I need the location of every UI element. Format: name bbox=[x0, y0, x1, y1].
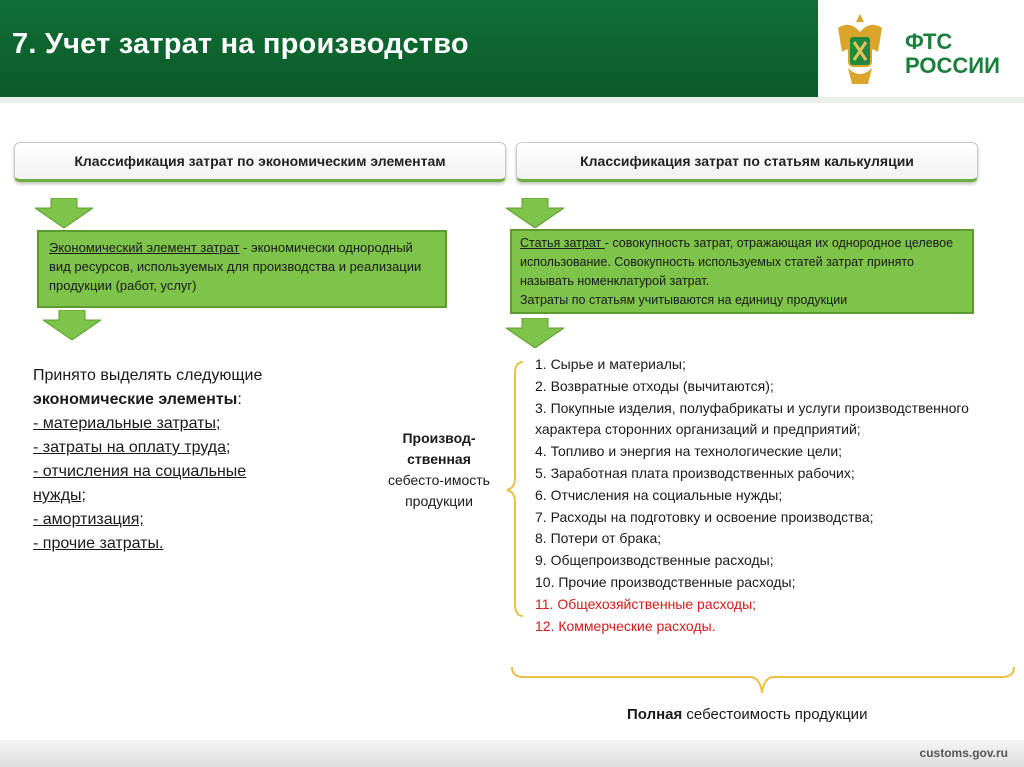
left-brace-icon bbox=[505, 360, 525, 618]
list-item: 8. Потери от брака; bbox=[535, 530, 662, 547]
full-cost-bold: Полная bbox=[627, 706, 683, 723]
list-item: 11. Общехозяйственные расходы; bbox=[535, 595, 757, 612]
arrow-down-icon bbox=[506, 318, 564, 348]
economic-elements-label: Классификация затрат по экономическим элементам bbox=[74, 153, 446, 169]
full-cost-label bbox=[627, 706, 867, 723]
cost-item-definition bbox=[510, 229, 974, 314]
logo-line-2: РОССИИ bbox=[905, 53, 1000, 78]
arrow-down-icon bbox=[35, 198, 93, 228]
costing-items-label: Классификация затрат по статьям калькуляции bbox=[580, 153, 914, 169]
cost-items-list bbox=[535, 354, 1005, 637]
list-item: - прочие затраты. bbox=[33, 535, 164, 552]
list-item: 3. Покупные изделия, полуфабрикаты и услуги производственного характера сторонних организаций и предприятий; bbox=[535, 399, 969, 438]
intro-bold: экономические элементы bbox=[33, 391, 238, 408]
definition-extra: Затраты по статьям учитываются на единицу продукции bbox=[520, 293, 848, 307]
list-item: 2. Возвратные отходы (вычитаются); bbox=[535, 377, 774, 394]
list-item: 10. Прочие производственные расходы; bbox=[535, 573, 796, 590]
eagle-emblem-icon bbox=[832, 10, 888, 88]
divider-strip bbox=[0, 97, 1024, 103]
list-item: - отчисления на социальные нужды; bbox=[33, 463, 247, 504]
production-cost-text: себесто-имость продукции bbox=[388, 472, 490, 509]
list-item: - амортизация; bbox=[33, 511, 144, 528]
production-cost-bold: Производ-ственная bbox=[402, 430, 476, 467]
arrow-down-icon bbox=[43, 310, 101, 340]
list-item: 5. Заработная плата производственных рабочих; bbox=[535, 464, 855, 481]
list-item: 12. Коммерческие расходы. bbox=[535, 617, 716, 634]
footer-bar bbox=[0, 740, 1024, 767]
arrow-down-icon bbox=[506, 198, 564, 228]
definition-term: Экономический элемент затрат bbox=[49, 240, 240, 255]
list-item: - материальные затраты; bbox=[33, 415, 221, 432]
definition-text: - совокупность затрат, отражающая их однородное целевое использование. Совокупность используемых статей затрат принято называть номенклатурой затрат. bbox=[520, 236, 954, 288]
economic-element-definition bbox=[37, 230, 447, 308]
list-item: 9. Общепроизводственные расходы; bbox=[535, 552, 774, 569]
footer-url[interactable]: customs.gov.ru bbox=[919, 746, 1008, 760]
list-item: 6. Отчисления на социальные нужды; bbox=[535, 486, 783, 503]
logo-area bbox=[818, 0, 1024, 97]
list-item: 1. Сырье и материалы; bbox=[535, 356, 686, 372]
bottom-brace-icon bbox=[510, 665, 1016, 697]
economic-elements-button[interactable] bbox=[14, 142, 506, 182]
intro-colon: : bbox=[237, 391, 242, 408]
logo-text bbox=[905, 30, 1000, 78]
costing-items-button[interactable] bbox=[516, 142, 978, 182]
intro-text: Принято выделять следующие bbox=[33, 367, 263, 384]
list-item: 4. Топливо и энергия на технологические цели; bbox=[535, 443, 843, 460]
list-item: - затраты на оплату труда; bbox=[33, 439, 231, 456]
full-cost-text: себестоимость продукции bbox=[682, 706, 868, 723]
page-title: 7. Учет затрат на производство bbox=[12, 28, 469, 60]
definition-term: Статья затрат bbox=[520, 236, 605, 250]
header-bar bbox=[0, 0, 818, 97]
list-item: 7. Расходы на подготовку и освоение производства; bbox=[535, 508, 874, 525]
economic-elements-list bbox=[33, 364, 303, 556]
production-cost-label bbox=[384, 428, 494, 512]
definition-text: - экономически однородный вид ресурсов, используемых для производства и реализации продукции (работ, услуг) bbox=[49, 240, 422, 293]
logo-line-1: ФТС bbox=[905, 29, 953, 54]
